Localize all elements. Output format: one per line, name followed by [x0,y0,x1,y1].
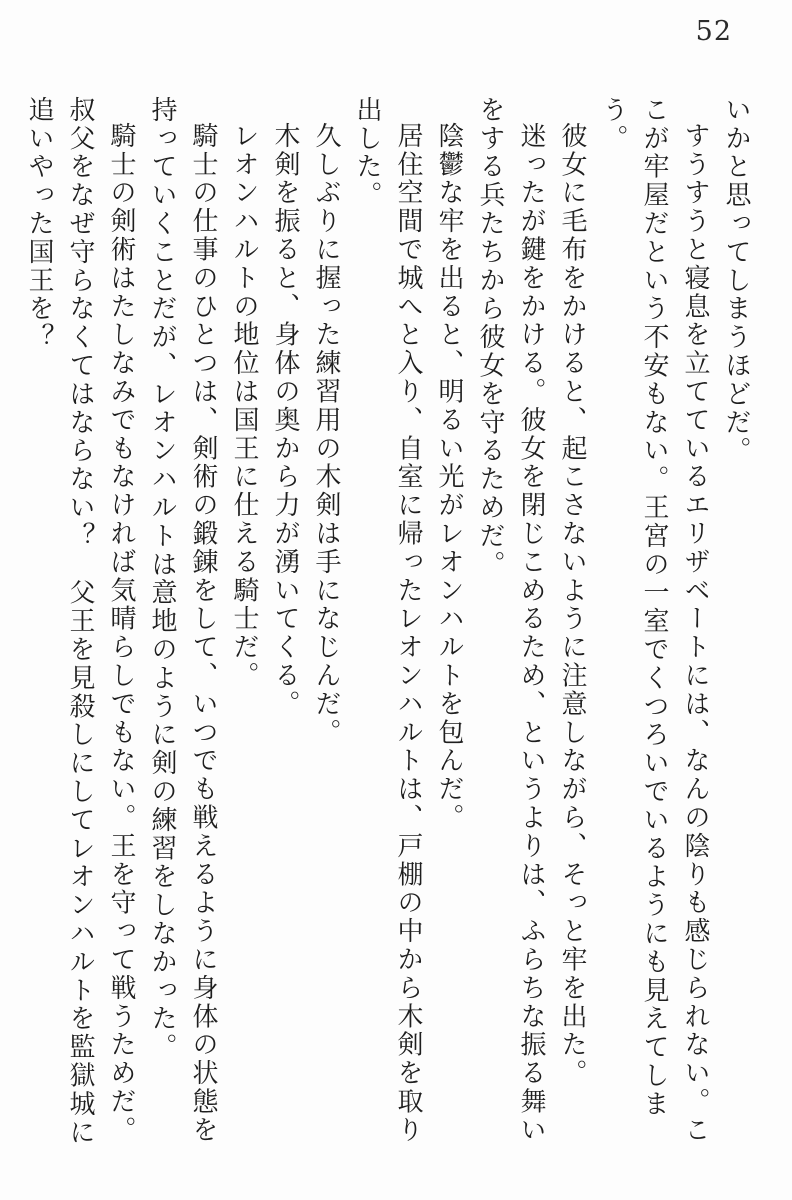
paragraph: レオンハルトの地位は国王に仕える騎士だ。 [229,122,259,690]
paragraph: すうすうと寝息を立てているエリザベートには、なんの陰りも感じられない。ここが牢屋だという不安もない。王宮の一室でくつろいでいるようにも見えてしまう。 [598,96,710,1145]
paragraph: 居住空間で城へと入り、自室に帰ったレオンハルトは、戸棚の中から木剣を取り出した。 [352,96,423,1145]
paragraph: 木剣を振ると、身体の奥から力が湧いてくる。 [270,122,300,719]
paragraph: いかと思ってしまうほどだ。 [721,96,751,466]
page-number: 52 [695,16,732,47]
paragraph: 迷ったが鍵をかける。彼女を閉じこめるため、というよりは、ふらちな振る舞いをする兵たちから彼女を守るためだ。 [475,96,546,1145]
paragraph: 騎士の仕事のひとつは、剣術の鍛錬をして、いつでも戦えるように身体の状態を持っていくことだが、レオンハルトは意地のように剣の練習をしなかった。 [147,96,218,1145]
body-text [18,96,756,1148]
paragraph: 騎士の剣術はたしなみでもなければ気晴らしでもない。王を守って戦うためだ。叔父をなぜ守らなくてはならない？ 父王を見殺しにしてレオンハルトを監獄城に追いやった国王を？ [24,96,136,1147]
paragraph: 彼女に毛布をかけると、起こさないように注意しながら、そっと牢を出た。 [557,122,587,1088]
paragraph: 久しぶりに握った練習用の木剣は手になじんだ。 [311,122,341,747]
paragraph: 陰鬱な牢を出ると、明るい光がレオンハルトを包んだ。 [434,122,464,832]
